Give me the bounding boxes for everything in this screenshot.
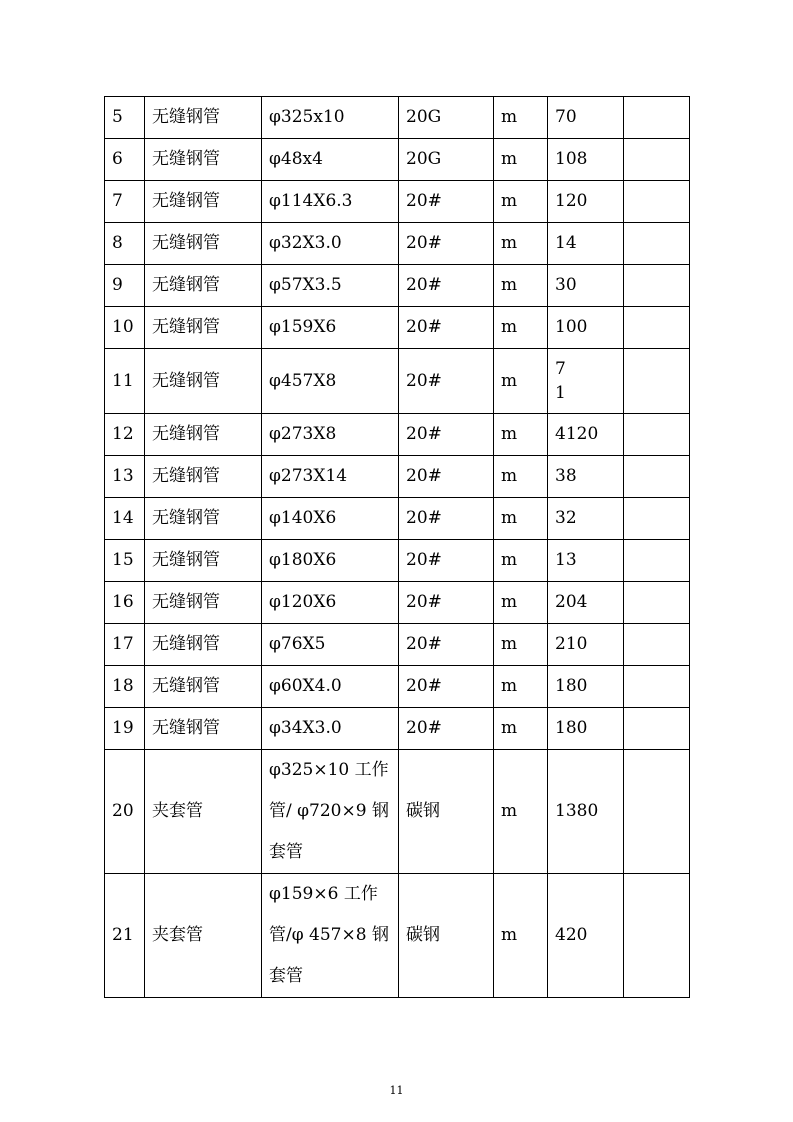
table-row <box>105 181 690 223</box>
row-number: 19 <box>105 708 145 750</box>
item-quantity: 1380 <box>548 750 624 874</box>
item-material: 20# <box>399 223 494 265</box>
item-spec: φ273X8 <box>262 414 399 456</box>
quantity-line-1: 7 <box>555 359 566 379</box>
item-remark <box>624 750 690 874</box>
table-row <box>105 139 690 181</box>
item-spec: φ76X5 <box>262 624 399 666</box>
item-name: 无缝钢管 <box>145 414 262 456</box>
item-material: 碳钢 <box>399 750 494 874</box>
item-remark <box>624 181 690 223</box>
row-number: 10 <box>105 307 145 349</box>
item-quantity: 14 <box>548 223 624 265</box>
item-name: 无缝钢管 <box>145 349 262 414</box>
item-material: 20# <box>399 265 494 307</box>
item-unit: m <box>494 750 548 874</box>
item-unit: m <box>494 624 548 666</box>
item-name: 无缝钢管 <box>145 97 262 139</box>
item-quantity: 210 <box>548 624 624 666</box>
item-name: 无缝钢管 <box>145 307 262 349</box>
item-quantity: 180 <box>548 708 624 750</box>
item-quantity: 204 <box>548 582 624 624</box>
item-name: 夹套管 <box>145 750 262 874</box>
item-material: 20# <box>399 498 494 540</box>
item-remark <box>624 139 690 181</box>
item-spec: φ140X6 <box>262 498 399 540</box>
item-spec: φ325×10 工作管/ φ720×9 钢套管 <box>262 750 399 874</box>
item-spec: φ180X6 <box>262 540 399 582</box>
item-spec: φ57X3.5 <box>262 265 399 307</box>
quantity-line-2: 1 <box>555 383 566 403</box>
item-material: 20# <box>399 708 494 750</box>
row-number: 12 <box>105 414 145 456</box>
item-unit: m <box>494 139 548 181</box>
item-remark <box>624 582 690 624</box>
item-unit: m <box>494 708 548 750</box>
item-name: 无缝钢管 <box>145 139 262 181</box>
item-remark <box>624 624 690 666</box>
item-remark <box>624 874 690 998</box>
item-spec: φ48x4 <box>262 139 399 181</box>
item-material: 20# <box>399 666 494 708</box>
item-material: 20G <box>399 139 494 181</box>
row-number: 20 <box>105 750 145 874</box>
materials-table <box>104 96 690 998</box>
table-row <box>105 582 690 624</box>
item-unit: m <box>494 874 548 998</box>
item-quantity: 108 <box>548 139 624 181</box>
item-name: 无缝钢管 <box>145 456 262 498</box>
row-number: 18 <box>105 666 145 708</box>
item-spec: φ457X8 <box>262 349 399 414</box>
item-quantity: 4120 <box>548 414 624 456</box>
table-row <box>105 498 690 540</box>
item-unit: m <box>494 414 548 456</box>
item-material: 碳钢 <box>399 874 494 998</box>
row-number: 9 <box>105 265 145 307</box>
table-row <box>105 708 690 750</box>
item-unit: m <box>494 349 548 414</box>
table-row <box>105 540 690 582</box>
item-unit: m <box>494 307 548 349</box>
item-material: 20# <box>399 624 494 666</box>
table-row <box>105 349 690 414</box>
item-remark <box>624 708 690 750</box>
item-quantity: 38 <box>548 456 624 498</box>
item-spec: φ159×6 工作管/φ 457×8 钢套管 <box>262 874 399 998</box>
table-row <box>105 265 690 307</box>
item-remark <box>624 456 690 498</box>
item-quantity <box>548 349 624 414</box>
item-name: 无缝钢管 <box>145 223 262 265</box>
page-number: 11 <box>389 1084 404 1097</box>
item-material: 20# <box>399 414 494 456</box>
item-spec: φ273X14 <box>262 456 399 498</box>
item-unit: m <box>494 666 548 708</box>
item-quantity: 32 <box>548 498 624 540</box>
item-spec: φ34X3.0 <box>262 708 399 750</box>
item-quantity: 120 <box>548 181 624 223</box>
item-material: 20# <box>399 349 494 414</box>
item-remark <box>624 97 690 139</box>
item-material: 20# <box>399 582 494 624</box>
row-number: 15 <box>105 540 145 582</box>
item-unit: m <box>494 181 548 223</box>
row-number: 21 <box>105 874 145 998</box>
item-remark <box>624 414 690 456</box>
item-quantity: 420 <box>548 874 624 998</box>
item-spec: φ60X4.0 <box>262 666 399 708</box>
item-quantity: 13 <box>548 540 624 582</box>
row-number: 17 <box>105 624 145 666</box>
row-number: 16 <box>105 582 145 624</box>
item-unit: m <box>494 223 548 265</box>
item-name: 无缝钢管 <box>145 708 262 750</box>
table-row <box>105 307 690 349</box>
item-spec: φ120X6 <box>262 582 399 624</box>
item-unit: m <box>494 498 548 540</box>
table-row <box>105 666 690 708</box>
item-quantity: 30 <box>548 265 624 307</box>
table-row <box>105 874 690 998</box>
item-unit: m <box>494 582 548 624</box>
item-quantity: 100 <box>548 307 624 349</box>
item-name: 无缝钢管 <box>145 265 262 307</box>
row-number: 5 <box>105 97 145 139</box>
row-number: 11 <box>105 349 145 414</box>
item-material: 20# <box>399 540 494 582</box>
item-remark <box>624 349 690 414</box>
row-number: 8 <box>105 223 145 265</box>
item-remark <box>624 265 690 307</box>
item-quantity: 180 <box>548 666 624 708</box>
item-unit: m <box>494 265 548 307</box>
table-row <box>105 223 690 265</box>
item-remark <box>624 307 690 349</box>
row-number: 14 <box>105 498 145 540</box>
item-material: 20# <box>399 181 494 223</box>
item-remark <box>624 666 690 708</box>
item-quantity: 70 <box>548 97 624 139</box>
item-name: 无缝钢管 <box>145 666 262 708</box>
item-name: 无缝钢管 <box>145 582 262 624</box>
item-spec: φ325x10 <box>262 97 399 139</box>
item-name: 无缝钢管 <box>145 498 262 540</box>
item-spec: φ114X6.3 <box>262 181 399 223</box>
item-unit: m <box>494 540 548 582</box>
item-remark <box>624 540 690 582</box>
table-row <box>105 414 690 456</box>
item-remark <box>624 498 690 540</box>
row-number: 7 <box>105 181 145 223</box>
item-material: 20G <box>399 97 494 139</box>
item-material: 20# <box>399 456 494 498</box>
item-unit: m <box>494 97 548 139</box>
item-name: 夹套管 <box>145 874 262 998</box>
table-row <box>105 456 690 498</box>
row-number: 13 <box>105 456 145 498</box>
item-name: 无缝钢管 <box>145 624 262 666</box>
table-row <box>105 624 690 666</box>
item-spec: φ32X3.0 <box>262 223 399 265</box>
item-name: 无缝钢管 <box>145 540 262 582</box>
table-row <box>105 97 690 139</box>
item-spec: φ159X6 <box>262 307 399 349</box>
item-unit: m <box>494 456 548 498</box>
item-name: 无缝钢管 <box>145 181 262 223</box>
item-remark <box>624 223 690 265</box>
table-row <box>105 750 690 874</box>
item-material: 20# <box>399 307 494 349</box>
row-number: 6 <box>105 139 145 181</box>
